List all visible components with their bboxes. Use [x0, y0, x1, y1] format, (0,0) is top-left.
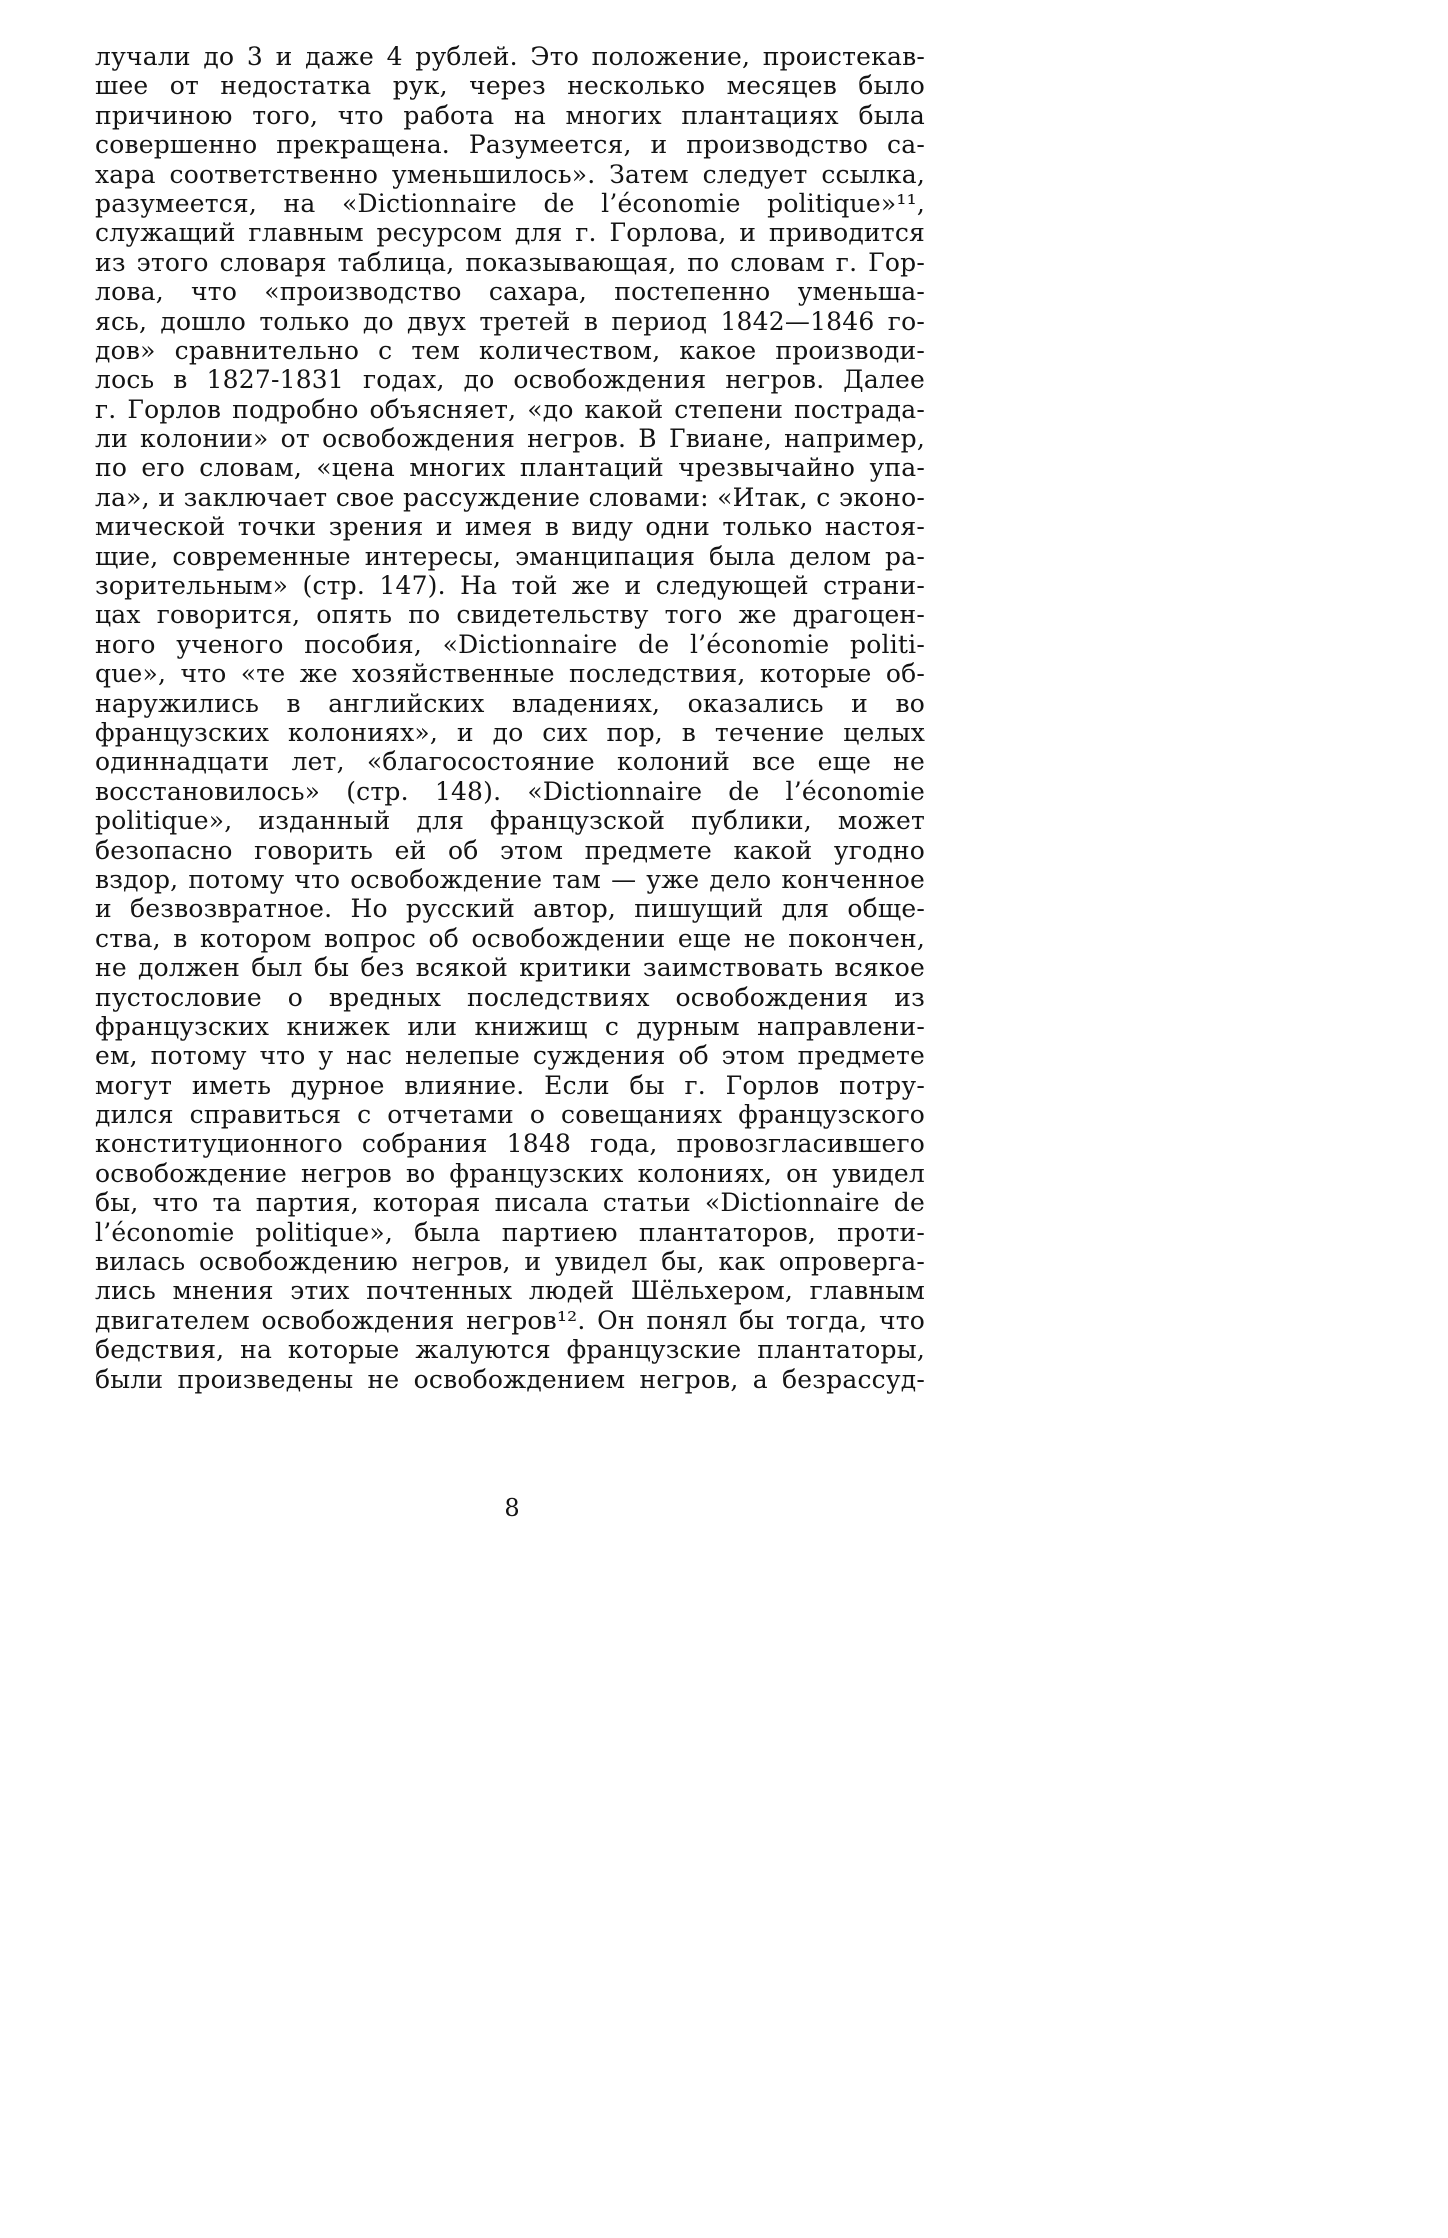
text-line: были произведены не освобождением негров, а безрассуд- — [95, 1364, 925, 1394]
text-line: дов» сравнительно с тем количеством, какое производи- — [95, 335, 925, 365]
text-line: l’économie politique», была партиею плантаторов, проти- — [95, 1217, 925, 1247]
text-line: que», что «те же хозяйственные последствия, которые об- — [95, 659, 925, 689]
text-line: совершенно прекращена. Разумеется, и производство са- — [95, 130, 925, 160]
text-line: лось в 1827-1831 годах, до освобождения негров. Далее — [95, 365, 925, 395]
text-line: ла», и заключает свое рассуждение словами: «Итак, с эконо- — [95, 482, 925, 512]
text-line: лучали до 3 и даже 4 рублей. Это положение, проистекав- — [95, 42, 925, 71]
text-line: щие, современные интересы, эманципация была делом ра- — [95, 541, 925, 571]
text-line: лись мнения этих почтенных людей Шёльхером, главным — [95, 1276, 925, 1306]
text-line: французских книжек или книжищ с дурным направлени- — [95, 1011, 925, 1041]
text-line: зорительным» (стр. 147). На той же и следующей страни- — [95, 571, 925, 601]
text-line: дился справиться с отчетами о совещаниях французского — [95, 1100, 925, 1130]
text-line: конституционного собрания 1848 года, провозгласившего — [95, 1129, 925, 1159]
text-line: ли колонии» от освобождения негров. В Гвиане, например, — [95, 424, 925, 454]
text-line: могут иметь дурное влияние. Если бы г. Горлов потру- — [95, 1070, 925, 1100]
text-line: пустословие о вредных последствиях освобождения из — [95, 982, 925, 1012]
text-line: politique», изданный для французской публики, может — [95, 806, 925, 836]
text-line: служащий главным ресурсом для г. Горлова, и приводится — [95, 218, 925, 248]
text-line: мической точки зрения и имея в виду одни только настоя- — [95, 512, 925, 542]
text-line: освобождение негров во французских колониях, он увидел — [95, 1158, 925, 1188]
text-line: одиннадцати лет, «благосостояние колоний все еще не — [95, 747, 925, 777]
text-line: и безвозвратное. Но русский автор, пишущий для обще- — [95, 894, 925, 924]
text-line: не должен был бы без всякой критики заимствовать всякое — [95, 953, 925, 983]
text-line: лова, что «производство сахара, постепенно уменьша- — [95, 277, 925, 307]
text-line: безопасно говорить ей об этом предмете какой угодно — [95, 835, 925, 865]
text-line: восстановилось» (стр. 148). «Dictionnaire de l’économie — [95, 776, 925, 806]
text-line: г. Горлов подробно объясняет, «до какой степени пострада- — [95, 394, 925, 424]
text-line: шее от недостатка рук, через несколько месяцев было — [95, 71, 925, 101]
text-line: бы, что та партия, которая писала статьи «Dictionnaire de — [95, 1188, 925, 1218]
text-line: французских колониях», и до сих пор, в течение целых — [95, 717, 925, 747]
text-line: разумеется, на «Dictionnaire de l’économie politique»¹¹, — [95, 188, 925, 218]
text-line: ства, в котором вопрос об освобождении еще не покончен, — [95, 923, 925, 953]
body-text — [95, 42, 925, 1394]
text-line: по его словам, «цена многих плантаций чрезвычайно упа- — [95, 453, 925, 483]
text-line: вздор, потому что освобождение там — уже дело конченное — [95, 864, 925, 894]
text-line: хара соответственно уменьшилось». Затем следует ссылка, — [95, 159, 925, 189]
text-line: наружились в английских владениях, оказались и во — [95, 688, 925, 718]
text-line: вилась освобождению негров, и увидел бы, как опроверга- — [95, 1247, 925, 1277]
text-line: двигателем освобождения негров¹². Он понял бы тогда, что — [95, 1305, 925, 1335]
page-number: 8 — [504, 1494, 520, 1522]
text-line: ного ученого пособия, «Dictionnaire de l’économie politi- — [95, 629, 925, 659]
text-line: ем, потому что у нас нелепые суждения об этом предмете — [95, 1041, 925, 1071]
text-line: бедствия, на которые жалуются французские плантаторы, — [95, 1335, 925, 1365]
text-line: цах говорится, опять по свидетельству того же драгоцен- — [95, 600, 925, 630]
text-line: из этого словаря таблица, показывающая, по словам г. Гор- — [95, 247, 925, 277]
text-line: причиною того, что работа на многих плантациях была — [95, 100, 925, 130]
text-line: ясь, дошло только до двух третей в период 1842—1846 го- — [95, 306, 925, 336]
